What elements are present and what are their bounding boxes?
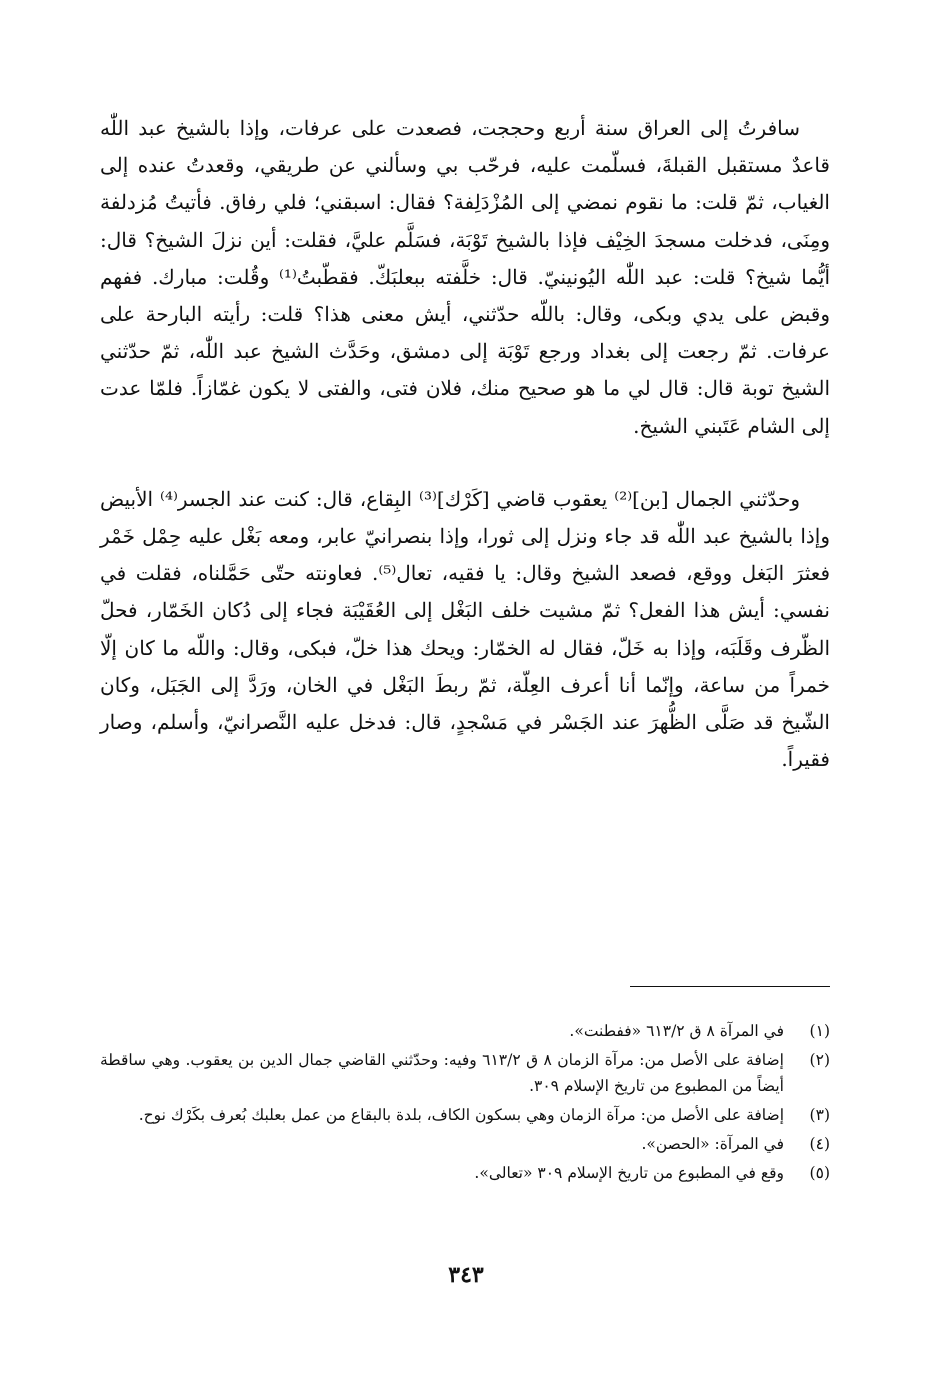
page-number: ٣٤٣ bbox=[448, 1262, 484, 1288]
paragraph-2: وحدّثني الجمال [بن]⁽²⁾ يعقوب قاضي [كَرْك]⁽³⁾ البِقاع، قال: كنت عند الجسر⁽⁴⁾ الأبيض وإذا بالشيخ عبد اللّٰه قد جاء ونزل إلى ثورا، وإذا بنصرانيّ عابر، ومعه بَغْل عليه حِمْل خَمْر فعثرَ البَغل ووقع، فصعد الشيخ وقال: يا فقيه، تعال⁽⁵⁾. فعاونته حتّى حَمَّلناه، فقلت في نفسي: أيش هذا الفعل؟ ثمّ مشيت خلف البَغْل إلى العُقَيْبَة فجاء إلى دُكان الخَمّار، فحلّ الظّرف وقَلَبَه، وإذا به خَلّ، فقال له الخمّار: ويحك هذا خلّ، فبكى، وقال: واللّه ما كان إلّا خمراً من ساعة، وإنّما أنا أعرف العِلّة، ثمّ ربطَ البَغْل في الخان، ورَدَّ إلى الجَبَل، وكان الشّيخ قد صَلَّى الظُّهرَ عند الجَسْر في مَسْجدٍ، قال: فدخل عليه النَّصرانيّ، وأسلم، وصار فقيراً. bbox=[100, 486, 831, 772]
paragraph-1: سافرتُ إلى العراق سنة أربع وحججت، فصعدت على عرفات، وإذا بالشيخ عبد اللّٰه قاعدٌ مستقبل القبلةَ، فسلّمت عليه، فرحّب بي وسألني عن طريقي، وقعدتُ عنده إلى الغياب، ثمّ قلت: ما نقوم نمضي إلى المُزْدَلِفة؟ فقال: اسبقني؛ فلي رفاق. فأتيتُ مُزدلفة ومِنَى، فدخلت مسجدَ الخِيْف فإذا بالشيخ تَوْبَة، فسَلَّم عليَّ، فقلت: أين نزلَ الشيخ؟ قال: أيُّما شيخ؟ قلت: عبد اللّٰه اليُونينيّ. قال: خلَّفته ببعلبَكّ. فقطّبتُ⁽¹⁾ وقُلت: مبارك. ففهم وقبض على يدي وبكى، وقال: باللّه حدّثني، أيش معنى هذا؟ قلت: رأيته البارحة على عرفات. ثمّ رجعت إلى بغداد ورجع تَوْبَة إلى دمشق، وحَدَّث الشيخ عبد اللّٰه، ثمّ حدّثني الشيخ توبة قال: قال لي ما هو صحيح منك، فلان فتى، والفتى لا يكون غمّازاً. فلمّا عدت إلى الشام عَتَبني الشيخ. bbox=[100, 116, 831, 438]
footnote-5 bbox=[100, 1160, 830, 1186]
footnote-4 bbox=[100, 1131, 830, 1157]
footnote-1 bbox=[100, 1018, 830, 1044]
footnote-text: إضافة على الأصل من: مرآة الزمان ٨ ق ٦١٣/٢ وفيه: وحدّثني القاضي جمال الدين بن يعقوب. وهي ساقطة أيضاً من المطبوع من تاريخ الإسلام ٣٠٩. bbox=[100, 1051, 784, 1095]
footnote-number: (٤) bbox=[809, 1135, 830, 1153]
footnote-number: (٥) bbox=[809, 1164, 830, 1182]
footnote-2 bbox=[100, 1047, 830, 1099]
footnote-3 bbox=[100, 1102, 830, 1128]
footnotes-list bbox=[100, 1018, 830, 1189]
footnote-number: (١) bbox=[809, 1022, 830, 1040]
footnote-text: في المرآة: «الحصن». bbox=[641, 1135, 784, 1153]
main-text bbox=[100, 110, 830, 778]
footnote-text: إضافة على الأصل من: مرآة الزمان وهي بسكون الكاف، بلدة بالبقاع من عمل بعلبك بُعرف بكَرْك نوح. bbox=[138, 1106, 784, 1124]
footnote-number: (٢) bbox=[809, 1051, 830, 1069]
footnote-text: في المرآة ٨ ق ٦١٣/٢ «ففطنت». bbox=[569, 1022, 784, 1040]
footnote-text: وقع في المطبوع من تاريخ الإسلام ٣٠٩ «تعالى». bbox=[474, 1164, 784, 1182]
footnote-number: (٣) bbox=[809, 1106, 830, 1124]
footnote-divider bbox=[630, 986, 830, 987]
